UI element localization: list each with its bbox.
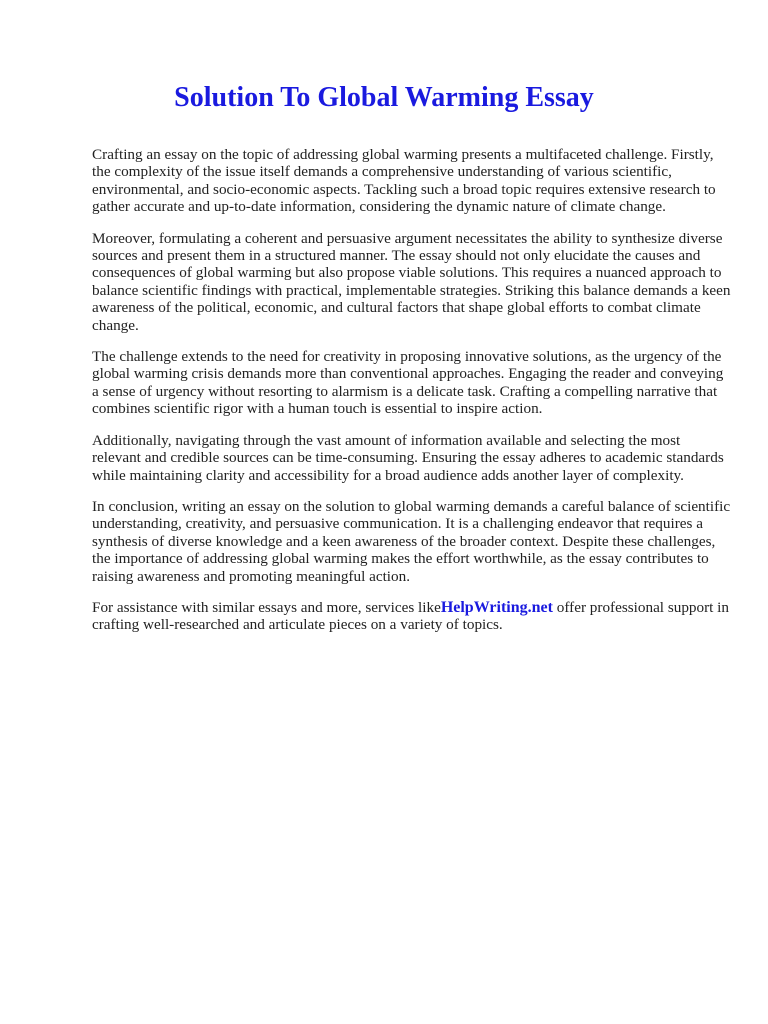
essay-paragraph-3: The challenge extends to the need for creativity in proposing innovative solutions, as the urgency of the global warming crisis demands more than conventional approaches. Engaging the reader and conveying a sense of urgency without resorting to alarmism is a delicate task. Crafting a compelling narrative that combines scientific rigor with a human touch is essential to inspire action. [92,348,724,418]
closing-text-after-link: offer professional support in crafting well-researched and articulate pieces on a variety of topics. [92,598,729,634]
closing-paragraph [92,599,732,634]
essay-paragraph-2: Moreover, formulating a coherent and persuasive argument necessitates the ability to synthesize diverse sources and present them in a structured manner. The essay should not only elucidate the causes and consequences of global warming but also propose viable solutions. This requires a nuanced approach to balance scientific findings with practical, implementable strategies. Striking this balance demands a keen awareness of the political, economic, and cultural factors that shape global efforts to combat climate change. [92,229,731,334]
helpwriting-link[interactable]: HelpWriting.net [440,598,553,616]
essay-paragraph-1: Crafting an essay on the topic of addressing global warming presents a multifaceted challenge. Firstly, the complexity of the issue itself demands a comprehensive understanding of various scientific, environmental, and socio-economic aspects. Tackling such a broad topic requires extensive research to gather accurate and up-to-date information, considering the dynamic nature of climate change. [92,146,716,216]
closing-text-before-link: For assistance with similar essays and more, services like [92,598,441,616]
essay-body [92,146,732,648]
essay-paragraph-4: Additionally, navigating through the vast amount of information available and selecting the most relevant and credible sources can be time-consuming. Ensuring the essay adheres to academic standards while maintaining clarity and accessibility for a broad audience adds another layer of complexity. [92,431,724,484]
essay-paragraph-5: In conclusion, writing an essay on the solution to global warming demands a careful balance of scientific understanding, creativity, and persuasive communication. It is a challenging endeavor that requires a synthesis of diverse knowledge and a keen awareness of the broader context. Despite these challenges, the importance of addressing global warming makes the effort worthwhile, as the essay contributes to raising awareness and promoting meaningful action. [92,497,731,585]
page-title: Solution To Global Warming Essay [174,82,594,113]
